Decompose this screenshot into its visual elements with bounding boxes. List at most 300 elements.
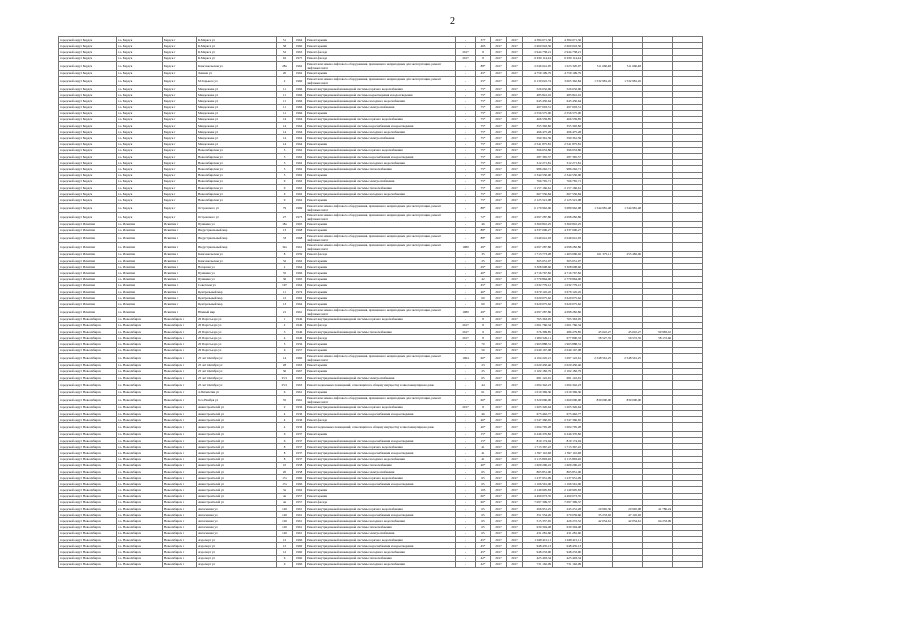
table-cell: городской округ Искитим <box>59 301 117 307</box>
table-cell: 1961 <box>293 395 306 404</box>
table-cell: 75* <box>476 197 491 203</box>
table-cell: г.о. Новосибирск <box>117 475 163 481</box>
table-cell: городской округ Бердск <box>59 85 117 91</box>
table-cell: 2017 <box>507 328 523 334</box>
table-cell: 88* <box>476 61 491 70</box>
table-cell: городской округ Искитим <box>59 282 117 288</box>
table-cell <box>583 561 613 567</box>
table-cell: 2017 <box>507 191 523 197</box>
table-cell: 42 054,61 <box>613 518 643 524</box>
table-cell: городской округ Бердск <box>59 92 117 98</box>
table-cell: 1962 <box>293 487 306 493</box>
table-cell: 45* <box>476 282 491 288</box>
table-cell: Ремонт внутридомовой инженерной системы электроснабжения <box>306 178 456 184</box>
table-cell: 60* <box>476 493 491 499</box>
table-cell: 2 548 561,25 <box>583 353 613 362</box>
table-cell: 72* <box>476 212 491 221</box>
table-cell: 126 <box>277 518 293 524</box>
table-cell: 2017 <box>507 129 523 135</box>
table-cell: Новосибирск г <box>163 518 197 524</box>
table-cell: - <box>456 506 476 512</box>
table-cell: городской округ Новосибирск <box>59 341 117 347</box>
table-cell: 2017 <box>507 437 523 443</box>
table-cell: городской округ Бердск <box>59 43 117 49</box>
table-cell: Ремонт или замена лифтового оборудования, признанного непригодным для эксплуатации, ремонт лифтовых шахт <box>306 353 456 362</box>
table-cell: 2 <box>277 404 293 410</box>
table-cell: 20 Партсъезда ул <box>197 316 277 322</box>
table-cell: 2017 <box>507 212 523 221</box>
table-cell: - <box>456 481 476 487</box>
table-cell: 75* <box>476 160 491 166</box>
table-cell: 1937 <box>293 437 306 443</box>
table-cell: 2017 <box>507 362 523 368</box>
table-cell: Ремонт или замена лифтового оборудования, признанного непригодным для эксплуатации, ремонт лифтовых шахт <box>306 307 456 316</box>
table-cell: 2017 <box>491 347 507 353</box>
table-cell: 2017 <box>507 353 523 362</box>
table-cell: - <box>456 375 476 381</box>
table-cell: 2017 <box>507 450 523 456</box>
table-cell: 1967 <box>293 368 306 374</box>
table-cell: 1958 <box>293 468 306 474</box>
table-cell: Ремонт внутридомовой инженерной системы горячего водоснабжения <box>306 404 456 410</box>
table-cell: 4а <box>277 499 293 505</box>
table-cell: 1957 <box>293 493 306 499</box>
table-cell: 2 541 875,81 <box>523 141 553 147</box>
table-cell: 766 765,71 <box>553 178 583 184</box>
table-cell: городской округ Бердск <box>59 135 117 141</box>
table-cell: Бердск г <box>163 191 197 197</box>
table-cell: 1 463 090,02 <box>553 251 583 257</box>
table-cell: - <box>456 221 476 227</box>
table-cell: 2017 <box>507 98 523 104</box>
table-cell: Новосибирск г <box>163 561 197 567</box>
table-cell: 9 <box>476 328 491 334</box>
table-cell: г.о. Новосибирск <box>117 375 163 381</box>
table-cell: 2017 <box>491 381 507 389</box>
table-cell: 2017 <box>491 289 507 295</box>
table-cell: 65 <box>476 530 491 536</box>
table-cell: 1957 <box>293 347 306 353</box>
table-cell: 1 023 320,97 <box>553 61 583 70</box>
table-cell: Ремонт внутридомовой инженерной системы теплоснабжения <box>306 166 456 172</box>
table-cell: Южный мкр <box>197 307 277 316</box>
table-cell: 75* <box>476 123 491 129</box>
table-cell: 2017 <box>507 431 523 437</box>
table-cell: Новосибирск г <box>163 499 197 505</box>
table-cell: 2 779 864,00 <box>553 276 583 282</box>
table-cell: 2017 <box>491 242 507 251</box>
table-cell: 8 <box>277 450 293 456</box>
table-cell: - <box>456 450 476 456</box>
table-cell: 25* <box>476 76 491 85</box>
table-cell: 2017 <box>491 233 507 242</box>
table-cell: Менделеева ул <box>197 98 277 104</box>
table-cell: 1963 <box>293 362 306 368</box>
table-cell: Ремонт внутридомовой инженерной системы электроснабжения <box>306 135 456 141</box>
table-row <box>59 61 703 70</box>
table-cell: 1937 <box>293 431 306 437</box>
table-cell: 496 475,28 <box>553 129 583 135</box>
table-cell: 4 716 767,82 <box>523 270 553 276</box>
table-cell: 2017 <box>507 147 523 153</box>
table-cell: г.о. Бердск <box>117 212 163 221</box>
table-cell: 1 106 561,06 <box>523 481 553 487</box>
table-cell: городской округ Новосибирск <box>59 423 117 431</box>
table-cell: 5 <box>277 172 293 178</box>
table-cell: 12 <box>277 549 293 555</box>
table-cell: Менделеева ул <box>197 85 277 91</box>
table-cell: К.Маркса ул <box>197 43 277 49</box>
table-cell: 1962 <box>293 154 306 160</box>
table-cell: 630 304,48 <box>523 524 553 530</box>
table-cell: 14 <box>277 129 293 135</box>
table-cell: - <box>456 172 476 178</box>
table-cell: Авиастроителей ул <box>197 468 277 474</box>
table-cell: 2 115 893,26 <box>553 456 583 462</box>
table-cell: 1960 <box>293 353 306 362</box>
table-cell: Ремонт внутридомовой инженерной системы электроснабжения <box>306 375 456 381</box>
table-cell: 485 841,16 <box>553 92 583 98</box>
table-cell: 8 <box>476 49 491 55</box>
table-cell: - <box>456 264 476 270</box>
table-cell: Новосибирская ул <box>197 147 277 153</box>
table-cell: Новосибирск г <box>163 417 197 423</box>
table-cell <box>673 61 703 70</box>
table-cell: 3 620 075,62 <box>523 301 553 307</box>
table-cell: Новосибирск г <box>163 437 197 443</box>
table-cell: Ремонт внутридомовой инженерной системы горячего водоснабжения <box>306 536 456 542</box>
table-cell: 2017 <box>491 499 507 505</box>
table-cell: 1 019 369,36 <box>553 389 583 395</box>
table-cell: Искитим г <box>163 251 197 257</box>
table-cell: 1962 <box>293 258 306 264</box>
table-row <box>59 233 703 242</box>
table-cell: 590 361,59 <box>553 135 583 141</box>
table-cell: Новосибирск г <box>163 475 197 481</box>
table-cell: 64 233,09 <box>643 518 673 524</box>
table-cell: 12 <box>277 295 293 301</box>
table-cell: Новосибирск г <box>163 536 197 542</box>
table-cell: городской округ Искитим <box>59 270 117 276</box>
table-cell: 20 Партсъезда ул <box>197 335 277 341</box>
table-cell: 2017 <box>491 270 507 276</box>
table-cell: 1956 <box>293 341 306 347</box>
table-cell: г.о. Искитим <box>117 307 163 316</box>
table-cell: Ремонт внутридомовой инженерной системы холодного водоснабжения <box>306 456 456 462</box>
table-cell: 65 <box>476 512 491 518</box>
table-cell: Новосибирск г <box>163 404 197 410</box>
table-cell: Авиастроителей ул <box>197 481 277 487</box>
table-cell: 681 122,91 <box>523 375 553 381</box>
table-cell: 2017 <box>491 404 507 410</box>
table-cell: 50 <box>476 347 491 353</box>
table-cell: г.о. Бердск <box>117 37 163 43</box>
table-cell: Авиастроителей ул <box>197 423 277 431</box>
table-cell: 1965 <box>293 221 306 227</box>
table-cell: г.о. Новосибирск <box>117 530 163 536</box>
table-cell: 2017 <box>507 276 523 282</box>
table-cell: 1 000 526,11 <box>523 335 553 341</box>
table-cell: - <box>456 395 476 404</box>
table-cell: Менделеева ул <box>197 110 277 116</box>
table-cell: 75* <box>476 141 491 147</box>
table-cell: 8 <box>476 335 491 341</box>
table-cell: Ремонт фасада <box>306 55 456 61</box>
table-cell: 511 660,48 <box>613 61 643 70</box>
table-cell: 1962 <box>293 160 306 166</box>
table-cell: 12 <box>277 536 293 542</box>
table-cell: 2017 <box>507 258 523 264</box>
table-cell: 20 Партсъезда ул <box>197 341 277 347</box>
table-cell: 2017 <box>491 116 507 122</box>
table-cell: 2017 <box>491 543 507 549</box>
table-cell: 1 061 766,34 <box>553 322 583 328</box>
table-cell <box>583 307 613 316</box>
table-cell: Новосибирская ул <box>197 191 277 197</box>
table-cell: Бердск г <box>163 172 197 178</box>
table-cell: Авиастроителей ул <box>197 487 277 493</box>
table-cell: 1946 <box>293 316 306 322</box>
table-cell: 8 <box>476 322 491 328</box>
table-cell: 1960 <box>293 561 306 567</box>
table-cell: 1966 <box>293 98 306 104</box>
table-cell: - <box>456 104 476 110</box>
table-cell: 425 403,34 <box>553 555 583 561</box>
table-cell: - <box>456 301 476 307</box>
table-cell: 2017 <box>507 536 523 542</box>
table-cell: - <box>456 129 476 135</box>
table-cell: 60* <box>476 499 491 505</box>
table-cell: Новосибирск г <box>163 322 197 328</box>
table-cell: - <box>456 381 476 389</box>
table-cell: Новосибирск г <box>163 555 197 561</box>
table-cell: 1 004 342,23 <box>523 381 553 389</box>
table-cell: Ремонт крыши <box>306 347 456 353</box>
table-cell: Пушкина ул <box>197 276 277 282</box>
table-cell: г.о. Новосибирск <box>117 536 163 542</box>
table-cell: городской округ Новосибирск <box>59 518 117 524</box>
table-cell: городской округ Бердск <box>59 98 117 104</box>
table-cell: 431 281,60 <box>553 530 583 536</box>
table-cell: городской округ Искитим <box>59 295 117 301</box>
table-cell: 2017 <box>491 191 507 197</box>
table-cell: Искитим г <box>163 227 197 233</box>
table-cell: 2017 <box>491 258 507 264</box>
table-cell: 2017 <box>507 506 523 512</box>
table-cell: 1962 <box>293 191 306 197</box>
table-cell: Менделеева ул <box>197 104 277 110</box>
table-cell: 2017 <box>491 221 507 227</box>
table-cell: 1960 <box>293 555 306 561</box>
table-cell: 45 610,27 <box>613 328 643 334</box>
table-cell: городской округ Новосибирск <box>59 353 117 362</box>
table-cell: Ремонт внутридомовой инженерной системы горячего водоснабжения <box>306 116 456 122</box>
table-cell: Ремонт внутридомовой инженерной системы горячего водоснабжения <box>306 316 456 322</box>
table-cell: 2017 <box>507 203 523 212</box>
table-cell: городской округ Новосибирск <box>59 395 117 404</box>
table-cell: 4 490 073,35 <box>523 493 553 499</box>
table-cell: 1964 <box>293 135 306 141</box>
table-cell: Ремонт или замена лифтового оборудования, признанного непригодным для эксплуатации, ремонт лифтовых шахт <box>306 395 456 404</box>
table-cell: 1960 <box>293 43 306 49</box>
table-cell: - <box>456 191 476 197</box>
table-cell: 425 403,34 <box>523 555 553 561</box>
table-cell: 766 765,71 <box>523 178 553 184</box>
table-cell: 2017 <box>507 481 523 487</box>
table-cell: 2017 <box>491 468 507 474</box>
table-cell: 465 <box>476 43 491 49</box>
table-cell: 377 <box>476 37 491 43</box>
table-cell: Новосибирск г <box>163 524 197 530</box>
table-cell: 2017 <box>491 417 507 423</box>
table-cell: 44 <box>476 381 491 389</box>
table-cell: Новосибирская ул <box>197 197 277 203</box>
table-cell: 35 <box>277 395 293 404</box>
table-cell: Пушкина ул <box>197 270 277 276</box>
table-cell: 2017 <box>491 341 507 347</box>
table-cell: 20 965,98 <box>613 506 643 512</box>
table-cell: 126 <box>277 524 293 530</box>
table-cell: 1964 <box>293 301 306 307</box>
table-cell: 2017 <box>507 389 523 395</box>
table-cell: 2017 <box>491 462 507 468</box>
table-cell: 2017 <box>507 43 523 49</box>
table-cell: 1966 <box>293 92 306 98</box>
table-cell: городской округ Новосибирск <box>59 389 117 395</box>
table-cell: 2 547 360,65 <box>553 417 583 423</box>
table-cell: Автогенная ул <box>197 518 277 524</box>
table-cell: Искитим г <box>163 258 197 264</box>
table-cell: Ремонт крыши <box>306 362 456 368</box>
table-cell: 2017 <box>507 543 523 549</box>
table-cell: 2017 <box>491 123 507 129</box>
table-cell: 2017 <box>507 37 523 43</box>
table-cell: 1964 <box>293 141 306 147</box>
table-cell: 2017 <box>491 307 507 316</box>
table-cell: 4 <box>277 335 293 341</box>
table-cell: Новосибирск г <box>163 328 197 334</box>
table-cell: - <box>456 289 476 295</box>
table-cell: Ремонт внутридомовой инженерной системы электроснабжения <box>306 468 456 474</box>
table-cell: Авиастроителей ул <box>197 450 277 456</box>
table-cell: г.о. Бердск <box>117 135 163 141</box>
table-cell <box>673 212 703 221</box>
table-cell: 2017 <box>507 444 523 450</box>
table-cell: 1968 <box>293 227 306 233</box>
table-cell: 2017 <box>491 141 507 147</box>
table-cell: 6 <box>277 347 293 353</box>
table-cell: Менделеева ул <box>197 135 277 141</box>
table-cell: городской округ Новосибирск <box>59 381 117 389</box>
table-cell: Ремонт внутридомовой инженерной системы холодного водоснабжения <box>306 98 456 104</box>
table-cell: Новосибирск г <box>163 389 197 395</box>
table-cell: 1961 <box>293 518 306 524</box>
table-cell: Новосибирская ул <box>197 184 277 190</box>
table-cell: 1962 <box>293 172 306 178</box>
table-cell: 40* <box>476 270 491 276</box>
table-cell: городской округ Новосибирск <box>59 404 117 410</box>
table-cell: 1 106 561,06 <box>553 481 583 487</box>
table-cell: Ремонт крыши <box>306 172 456 178</box>
table-cell: Новосибирск г <box>163 468 197 474</box>
table-cell: Ремонт внутридомовой инженерной системы холодного водоснабжения <box>306 561 456 567</box>
table-cell: Бердск г <box>163 92 197 98</box>
table-cell: 3 360 810,25 <box>523 221 553 227</box>
table-cell: 312 271,81 <box>553 160 583 166</box>
table-cell: Бердск г <box>163 110 197 116</box>
table-cell: 677 800,33 <box>553 335 583 341</box>
table-cell: 9 <box>277 184 293 190</box>
table-cell: г.о. Бердск <box>117 166 163 172</box>
table-cell: городской округ Новосибирск <box>59 536 117 542</box>
table-cell: 2017 <box>507 301 523 307</box>
table-cell: Авиастроителей ул <box>197 462 277 468</box>
table-cell: 2017 <box>491 55 507 61</box>
table-cell: 2017 <box>456 335 476 341</box>
table-cell: г.о. Искитим <box>117 258 163 264</box>
table-cell: 1 004 342,23 <box>553 381 583 389</box>
table-cell: 2017 <box>456 55 476 61</box>
table-cell: К.Маркса ул <box>197 55 277 61</box>
table-cell: г.о. Искитим <box>117 270 163 276</box>
table-cell: - <box>456 76 476 85</box>
table-cell: 58 527,35 <box>583 335 613 341</box>
table-cell: городской округ Новосибирск <box>59 462 117 468</box>
table-cell: Ремонт внутридомовой инженерной системы горячего водоснабжения <box>306 85 456 91</box>
table-cell: 8 <box>476 404 491 410</box>
table-cell: 20 Партсъезда ул <box>197 347 277 353</box>
table-cell: городской округ Бердск <box>59 70 117 76</box>
table-cell <box>613 242 643 251</box>
table-cell: 1936 <box>293 404 306 410</box>
table-cell: Бердск г <box>163 129 197 135</box>
table-cell: 2017 <box>491 160 507 166</box>
table-cell: 6 <box>277 431 293 437</box>
table-cell: 1937 <box>293 444 306 450</box>
table-cell: 33 <box>277 233 293 242</box>
table-cell: 5 <box>277 341 293 347</box>
table-cell: Пушкина ул <box>197 221 277 227</box>
table-cell: Ремонт крыши <box>306 295 456 301</box>
table-cell: 46 <box>476 411 491 417</box>
table-cell: 1966 <box>293 104 306 110</box>
table-cell: - <box>456 123 476 129</box>
table-cell: Бердск г <box>163 166 197 172</box>
table-cell: 4 716 767,82 <box>553 270 583 276</box>
table-cell: 2017 <box>491 481 507 487</box>
table-cell: - <box>456 347 476 353</box>
table-cell: Бердск г <box>163 37 197 43</box>
table-cell: 60* <box>476 395 491 404</box>
table-cell: 65 <box>476 481 491 487</box>
table-cell: 986 262,71 <box>553 166 583 172</box>
table-cell: - <box>456 70 476 76</box>
table-cell: 2017 <box>507 49 523 55</box>
table-cell: г.о. Новосибирск <box>117 362 163 368</box>
table-cell: 2017 <box>491 203 507 212</box>
table-cell: 2017 <box>491 147 507 153</box>
table-cell: Бердск г <box>163 123 197 129</box>
table-cell: Ремонт внутридомовой инженерной системы водоснабжения и водоотведения <box>306 543 456 549</box>
table-cell: 2017 <box>491 166 507 172</box>
table-cell <box>673 381 703 389</box>
table-cell: 51 <box>277 37 293 43</box>
table-cell: 15* <box>476 431 491 437</box>
table-cell: 830 000,00 <box>613 395 643 404</box>
table-cell: 75* <box>476 147 491 153</box>
table-cell: 2017 <box>507 270 523 276</box>
table-cell: - <box>456 543 476 549</box>
